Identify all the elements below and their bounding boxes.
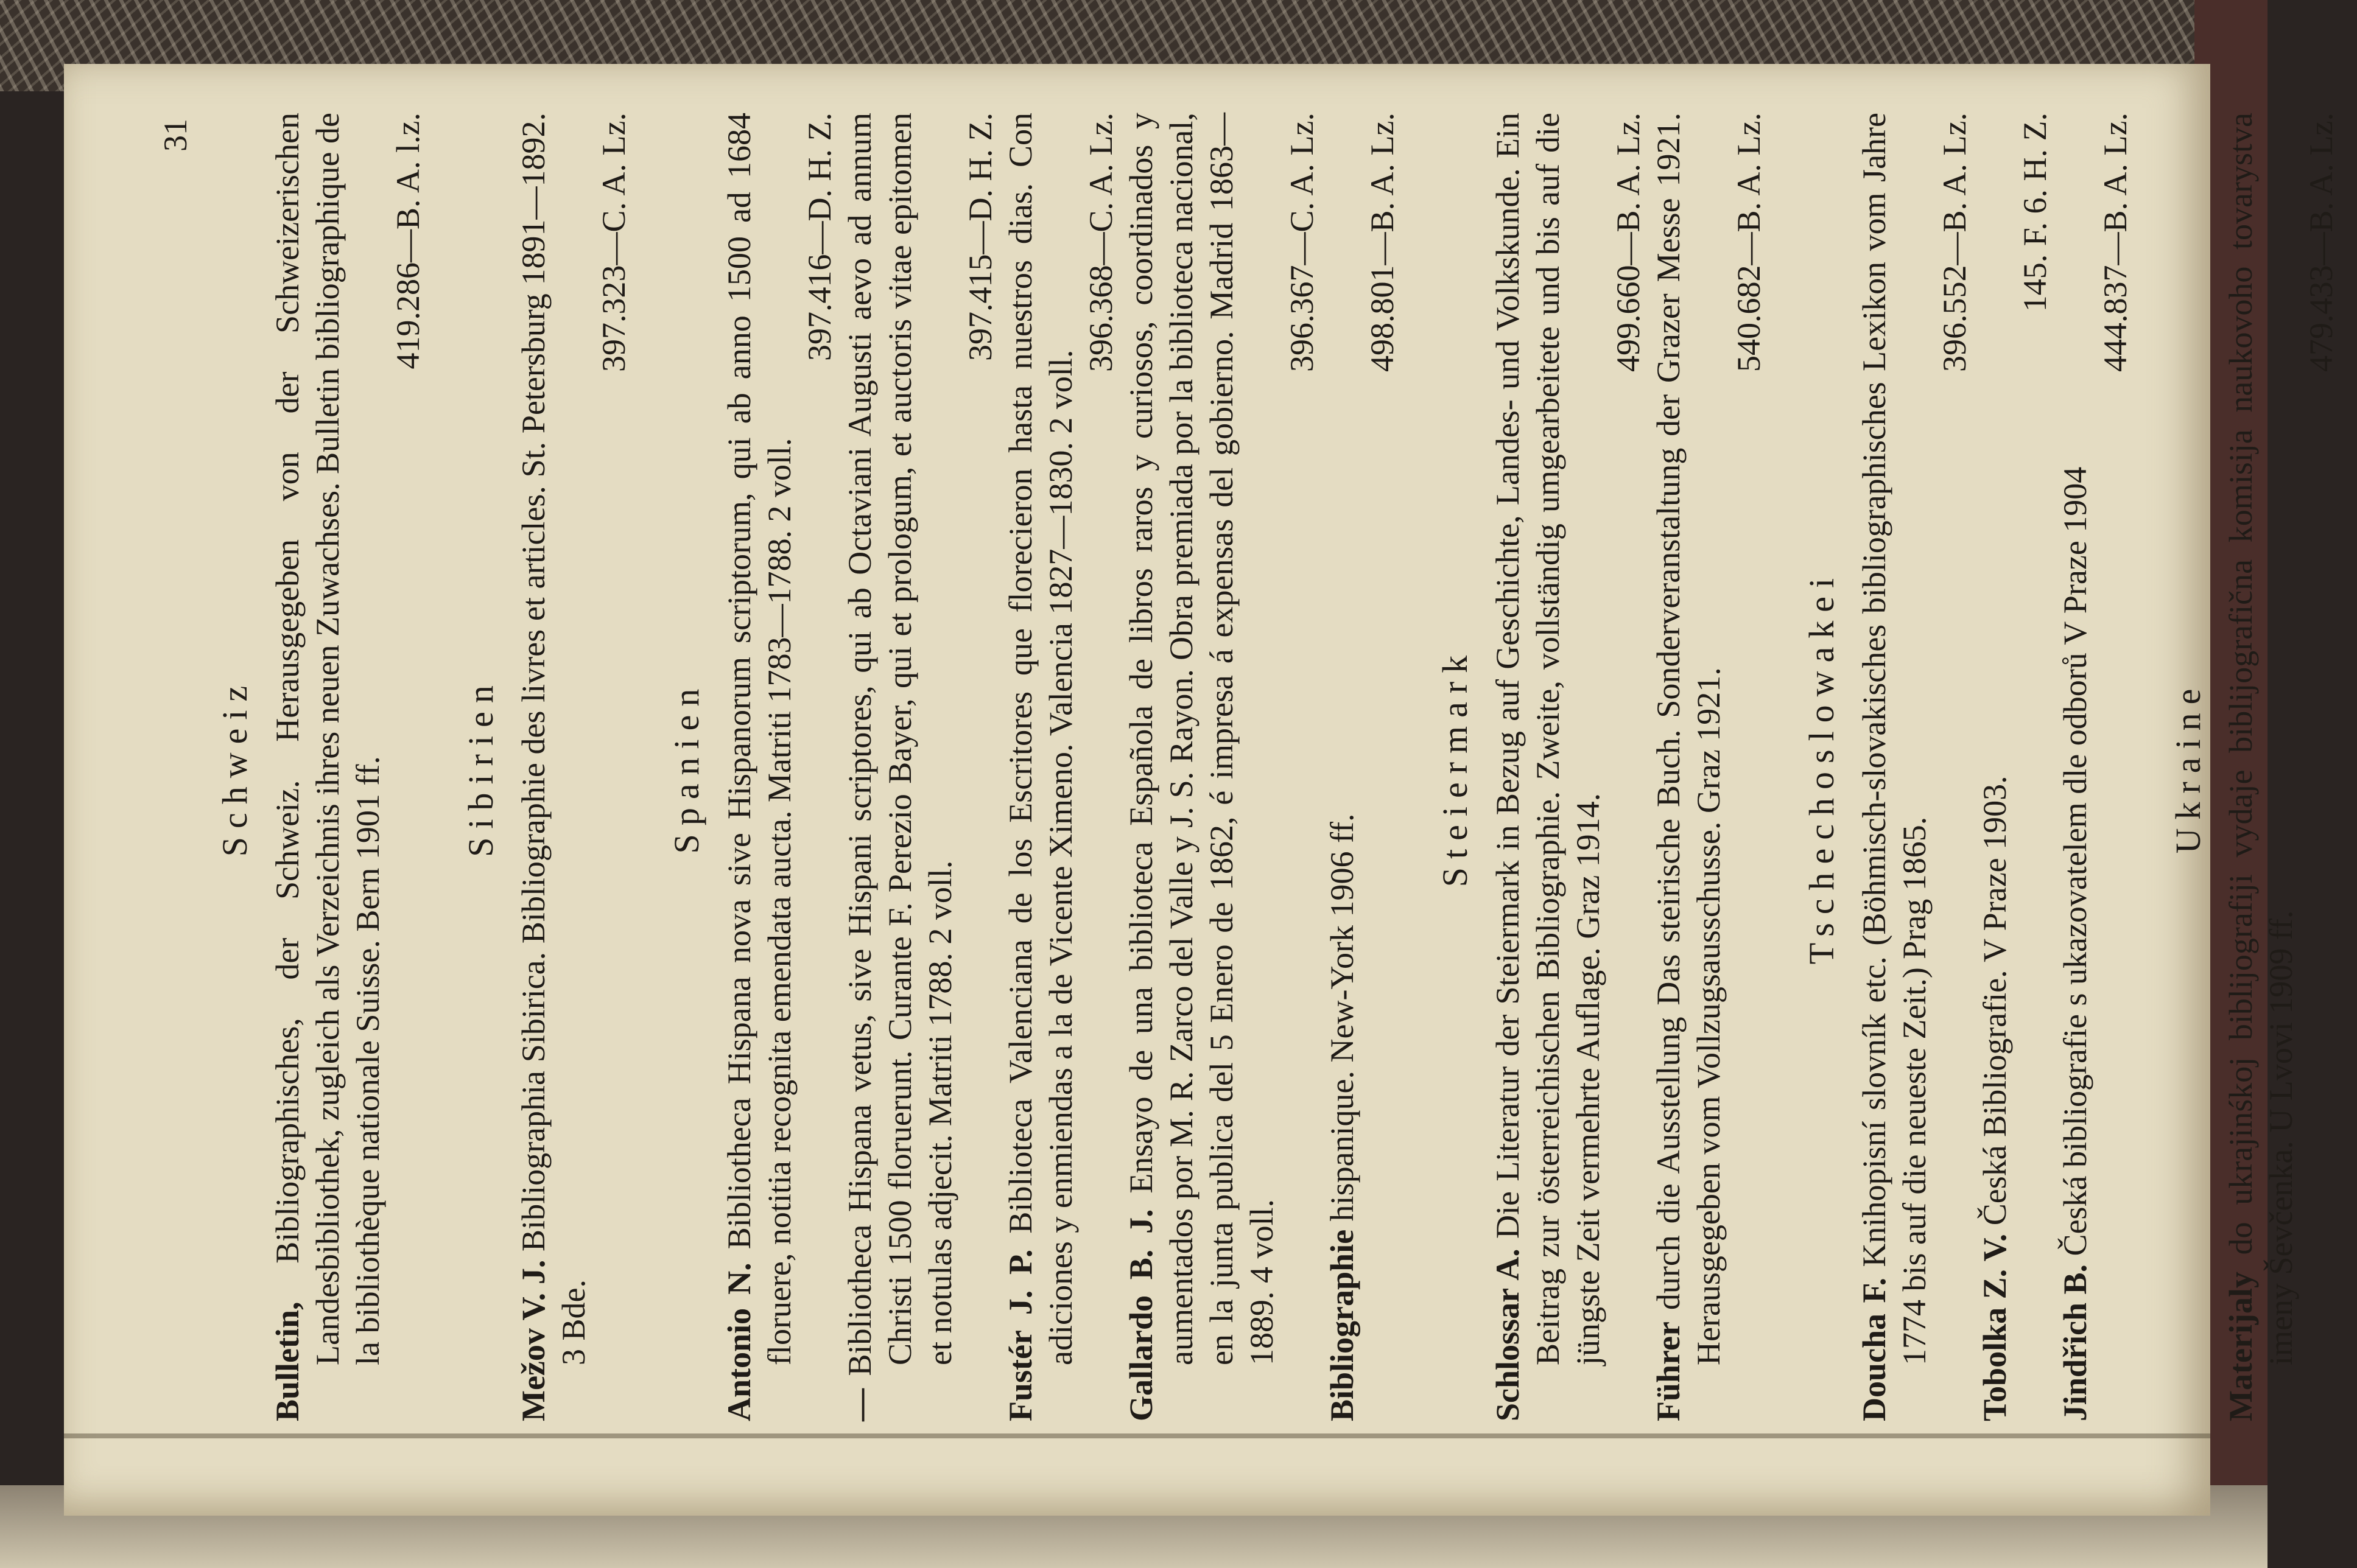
section-heading: Sibirien	[461, 677, 501, 857]
entry-text: durch die Ausstellung Das steirische Buch. Sonderveranstaltung der Grazer Messe 1921. Herausgegeben vom Vollzugsausschusse. Graz 1921.	[1650, 113, 1727, 1365]
entry-signature: 397.415—D. H. Z.	[962, 113, 999, 361]
entry-text: Biblioteca Valenciana de los Escritores que florecieron hasta nuestros dias. Con adiciones y enmiendas a la de Vicente Ximeno. Valencia 1827—1830. 2 voll.	[1002, 113, 1079, 1365]
bibliography-entry	[1854, 113, 1975, 1421]
entry-signature: 396.367—C. A. Lz.	[1284, 113, 1320, 372]
bibliography-entry	[1000, 113, 1121, 1421]
entry-signature: 498.801—B. A. Lz.	[1364, 113, 1400, 372]
entry-text: Knihopisní slovník etc. (Böhmisch-slovakisches bibliographisches Lexikon vom Jahre 1774 bis auf die neueste Zeit.) Prag 1865.	[1856, 113, 1933, 1365]
bibliography-entry	[1975, 113, 2055, 1421]
bibliography-content	[155, 113, 2357, 1421]
section-heading: Ukraine	[2168, 680, 2208, 854]
entry-author: Materijaly	[2222, 1272, 2259, 1421]
section-heading: Spanien	[667, 680, 706, 854]
entry-text: Bibliotheca Hispana vetus, sive Hispani scriptores, qui ab Octaviani Augusti aevo ad annum Christi 1500 floruerunt. Curante F. Perezio Bayer, qui et prologum, et auctoris vitae epitomen et notulas adjecit. Matriti 1788. 2 voll.	[841, 113, 958, 1388]
bibliography-entry	[840, 113, 1000, 1421]
section-heading: Tschechoslowakei	[1802, 569, 1841, 965]
entry-text: Česká bibliografie s ukazovatelem dle odborů V Praze 1904	[2057, 466, 2093, 1264]
bibliography-entry	[1648, 113, 1769, 1421]
entry-signature: 145. F. 6. H. Z.	[2017, 113, 2053, 312]
entry-author: —	[841, 1388, 878, 1421]
entry-signature: 419.286—B. A. l.z.	[390, 113, 426, 369]
bibliography-entry	[513, 113, 634, 1421]
entry-signature: 396.368—C. A. Lz.	[1083, 113, 1119, 372]
entry-text: Bibliographisches, der Schweiz. Herausgegeben von der Schweizerischen Landesbibliothek, zugleich als Verzeichnis ihres neuen Zuwachses. Bulletin bibliographique de la bibliothèque nationale Suisse. Bern 1901 ff.	[269, 113, 386, 1365]
entry-text: Ensayo de una biblioteca Española de libros raros y curiosos, coordinados y aumentados por M. R. Zarco del Valle y J. S. Rayon. Obra premiada por la biblioteca nacional, en la junta publica del 5 Enero de 1862, é impresa á expensas del gobierno. Madrid 1863—1889. 4 voll.	[1123, 112, 1280, 1365]
entry-author: Antonio N.	[721, 1262, 757, 1421]
entry-author: Schlossar A.	[1489, 1248, 1526, 1421]
entry-author: Doucha F.	[1856, 1277, 1892, 1421]
entry-author: Tobolka Z. V.	[1976, 1233, 2013, 1421]
bibliography-entry	[1322, 113, 1402, 1421]
entry-author: Mežov V. J.	[515, 1259, 552, 1421]
rotated-text-block	[155, 112, 2339, 1421]
entry-text: Bibliotheca Hispana nova sive Hispanorum scriptorum, qui ab anno 1500 ad 1684 floruere, notitia recognita emendata aucta. Matriti 1783—1788. 2 voll.	[721, 112, 798, 1365]
book-page	[64, 64, 2339, 1516]
entry-author: Gallardo B. J.	[1123, 1209, 1159, 1421]
entry-signature: 397.416—D. H. Z.	[801, 113, 838, 361]
entry-signature: 499.660—B. A. Lz.	[1610, 113, 1646, 372]
entry-text: do ukrajinśkoj biblijografiji vydaje biblijografična komisija naukovoho tovarystva imeny Ševčenka. U Lvovi 1909 ff.	[2222, 113, 2299, 1365]
bibliography-entry	[1121, 113, 1322, 1421]
entry-signature: 540.682—B. A. Lz.	[1730, 113, 1767, 372]
entry-signature: 397.323—C. A. Lz.	[595, 113, 632, 372]
entry-author: Führer	[1650, 1321, 1687, 1421]
entry-text: Die Literatur der Steiermark in Bezug auf Geschichte, Landes- und Volkskunde. Ein Beitrag zur österreichischen Bibliographie. Zweite, vollständig umgearbeitete und bis auf die jüngste Zeit vermehrte Auflage. Graz 1914.	[1489, 112, 1606, 1365]
bibliography-entry	[267, 113, 428, 1421]
bibliography-entry	[2221, 113, 2341, 1421]
entry-author: Jindřich B.	[2057, 1264, 2093, 1421]
bibliography-entry	[719, 113, 840, 1421]
entry-author: Fustér J. P.	[1002, 1249, 1039, 1421]
section-heading: Schweiz	[215, 677, 255, 857]
section-heading: Steiermark	[1435, 646, 1475, 887]
entry-signature: 396.552—B. A. Lz.	[1936, 113, 1973, 372]
entry-signature: 479.433—B. A. Lz.	[2303, 113, 2339, 372]
entry-signature: 444.837—B. A. Lz.	[2097, 113, 2134, 372]
page-number: 31	[157, 119, 194, 152]
bibliography-entry	[1488, 113, 1648, 1421]
entry-text: hispanique. New-York 1906 ff.	[1324, 813, 1360, 1230]
entry-text: Bibliographia Sibirica. Bibliographie des livres et articles. St. Petersburg 1891—1892. 3 Bde.	[515, 113, 592, 1365]
entry-author: Bibliographie	[1324, 1229, 1360, 1421]
entry-text: Česká Bibliografie. V Praze 1903.	[1976, 775, 2013, 1234]
entry-author: Bulletin,	[269, 1301, 306, 1421]
bibliography-entry	[2055, 113, 2135, 1421]
